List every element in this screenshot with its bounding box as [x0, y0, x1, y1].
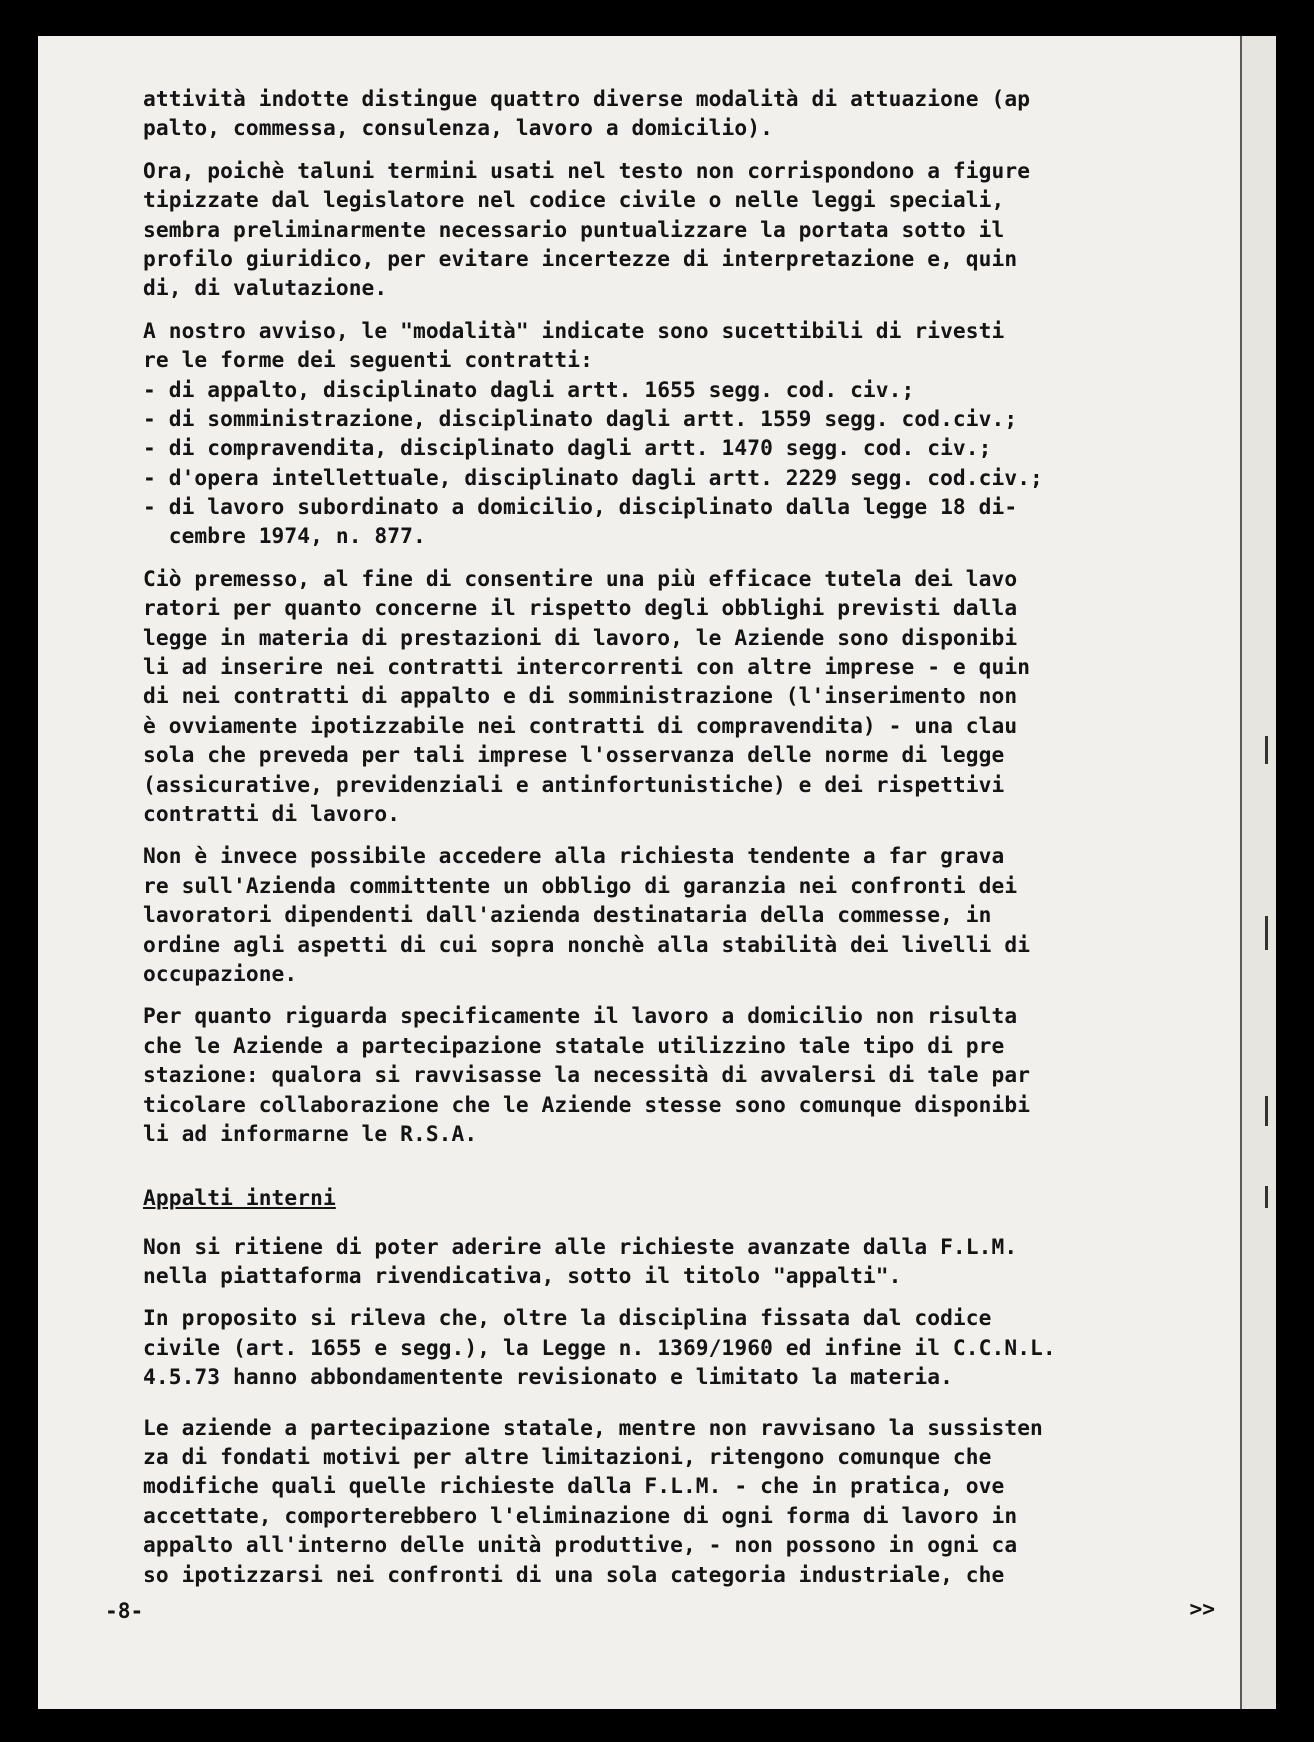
text-line: sembra preliminarmente necessario puntualizzare la portata sotto il	[143, 216, 1005, 242]
text-line: Ora, poichè taluni termini usati nel testo non corrispondono a figure	[143, 157, 1031, 183]
text-line: nella piattaforma rivendicativa, sotto il titolo "appalti".	[143, 1263, 902, 1289]
paragraph	[143, 1232, 1243, 1291]
text-line: za di fondati motivi per altre limitazioni, ritengono comunque che	[143, 1444, 992, 1470]
list-item: - di lavoro subordinato a domicilio, disciplinato dalla legge 18 di-	[143, 494, 1018, 520]
text-line: profilo giuridico, per evitare incertezze di interpretazione e, quin	[143, 245, 1018, 271]
document-page	[38, 36, 1276, 1709]
text-line: ratori per quanto concerne il rispetto degli obblighi previsti dalla	[143, 595, 1018, 621]
text-line: ordine agli aspetti di cui sopra nonchè alla stabilità dei livelli di	[143, 931, 1031, 957]
text-line: 4.5.73 hanno abbondamentente revisionato e limitato la materia.	[143, 1364, 953, 1390]
text-line: che le Aziende a partecipazione statale utilizzino tale tipo di pre	[143, 1032, 1005, 1058]
document-body	[143, 84, 1243, 1602]
page-number: -8-	[105, 1598, 144, 1623]
paragraph	[143, 564, 1243, 829]
text-line: ticolare collaborazione che le Aziende stesse sono comunque disponibi	[143, 1091, 1031, 1117]
text-line: li ad inserire nei contratti intercorrenti con altre imprese - e quin	[143, 654, 1031, 680]
text-line: è ovviamente ipotizzabile nei contratti di compravendita) - una clau	[143, 712, 1018, 738]
text-line: di nei contratti di appalto e di somministrazione (l'inserimento non	[143, 683, 1018, 709]
text-line: Ciò premesso, al fine di consentire una più efficace tutela dei lavo	[143, 565, 1018, 591]
paragraph	[143, 1413, 1243, 1589]
list-item: cembre 1974, n. 877.	[143, 523, 426, 549]
paragraph	[143, 1303, 1243, 1391]
text-line: palto, commessa, consulenza, lavoro a domicilio).	[143, 115, 773, 141]
text-line: so ipotizzarsi nei confronti di una sola categoria industriale, che	[143, 1561, 1005, 1587]
paragraph	[143, 841, 1243, 988]
text-line: A nostro avviso, le "modalità" indicate sono sucettibili di rivesti	[143, 317, 1005, 343]
list-item: - di appalto, disciplinato dagli artt. 1655 segg. cod. civ.;	[143, 376, 915, 402]
list-item: - di compravendita, disciplinato dagli artt. 1470 segg. cod. civ.;	[143, 435, 992, 461]
paragraph	[143, 156, 1243, 303]
section-heading-wrap	[143, 1183, 1243, 1212]
text-line: Per quanto riguarda specificamente il lavoro a domicilio non risulta	[143, 1003, 1018, 1029]
text-line: stazione: qualora si ravvisasse la necessità di avvalersi di tale par	[143, 1062, 1031, 1088]
text-line: lavoratori dipendenti dall'azienda destinataria della commesse, in	[143, 902, 992, 928]
text-line: civile (art. 1655 e segg.), la Legge n. 1369/1960 ed infine il C.C.N.L.	[143, 1334, 1056, 1360]
paragraph	[143, 1001, 1243, 1148]
section-heading: Appalti interni	[143, 1185, 336, 1211]
paragraph	[143, 84, 1243, 143]
text-line: attività indotte distingue quattro diverse modalità di attuazione (ap	[143, 86, 1031, 111]
text-line: appalto all'interno delle unità produttive, - non possono in ogni ca	[143, 1532, 1018, 1558]
paragraph	[143, 316, 1243, 551]
text-line: Le aziende a partecipazione statale, mentre non ravvisano la sussisten	[143, 1414, 1043, 1440]
text-line: tipizzate dal legislatore nel codice civile o nelle leggi speciali,	[143, 187, 1005, 213]
text-line: modifiche quali quelle richieste dalla F.L.M. - che in pratica, ove	[143, 1473, 1005, 1499]
text-line: re sull'Azienda committente un obbligo di garanzia nei confronti dei	[143, 872, 1018, 898]
list-item: - d'opera intellettuale, disciplinato dagli artt. 2229 segg. cod.civ.;	[143, 464, 1043, 490]
text-line: occupazione.	[143, 960, 298, 986]
continuation-arrows-icon: >>	[1189, 1596, 1215, 1621]
adjacent-page-edge	[1240, 36, 1276, 1709]
text-line: li ad informarne le R.S.A.	[143, 1120, 478, 1146]
text-line: accettate, comporterebbero l'eliminazione di ogni forma di lavoro in	[143, 1502, 1018, 1528]
text-line: contratti di lavoro.	[143, 800, 401, 826]
text-line: Non si ritiene di poter aderire alle richieste avanzate dalla F.L.M.	[143, 1233, 1018, 1259]
text-line: Non è invece possibile accedere alla richiesta tendente a far grava	[143, 843, 1005, 869]
text-line: sola che preveda per tali imprese l'osservanza delle norme di legge	[143, 742, 1005, 768]
text-line: In proposito si rileva che, oltre la disciplina fissata dal codice	[143, 1305, 992, 1331]
text-line: re le forme dei seguenti contratti:	[143, 347, 593, 373]
text-line: di, di valutazione.	[143, 275, 388, 301]
text-line: legge in materia di prestazioni di lavoro, le Aziende sono disponibi	[143, 624, 1018, 650]
list-item: - di somministrazione, disciplinato dagli artt. 1559 segg. cod.civ.;	[143, 405, 1018, 431]
text-line: (assicurative, previdenziali e antinfortunistiche) e dei rispettivi	[143, 771, 1005, 797]
